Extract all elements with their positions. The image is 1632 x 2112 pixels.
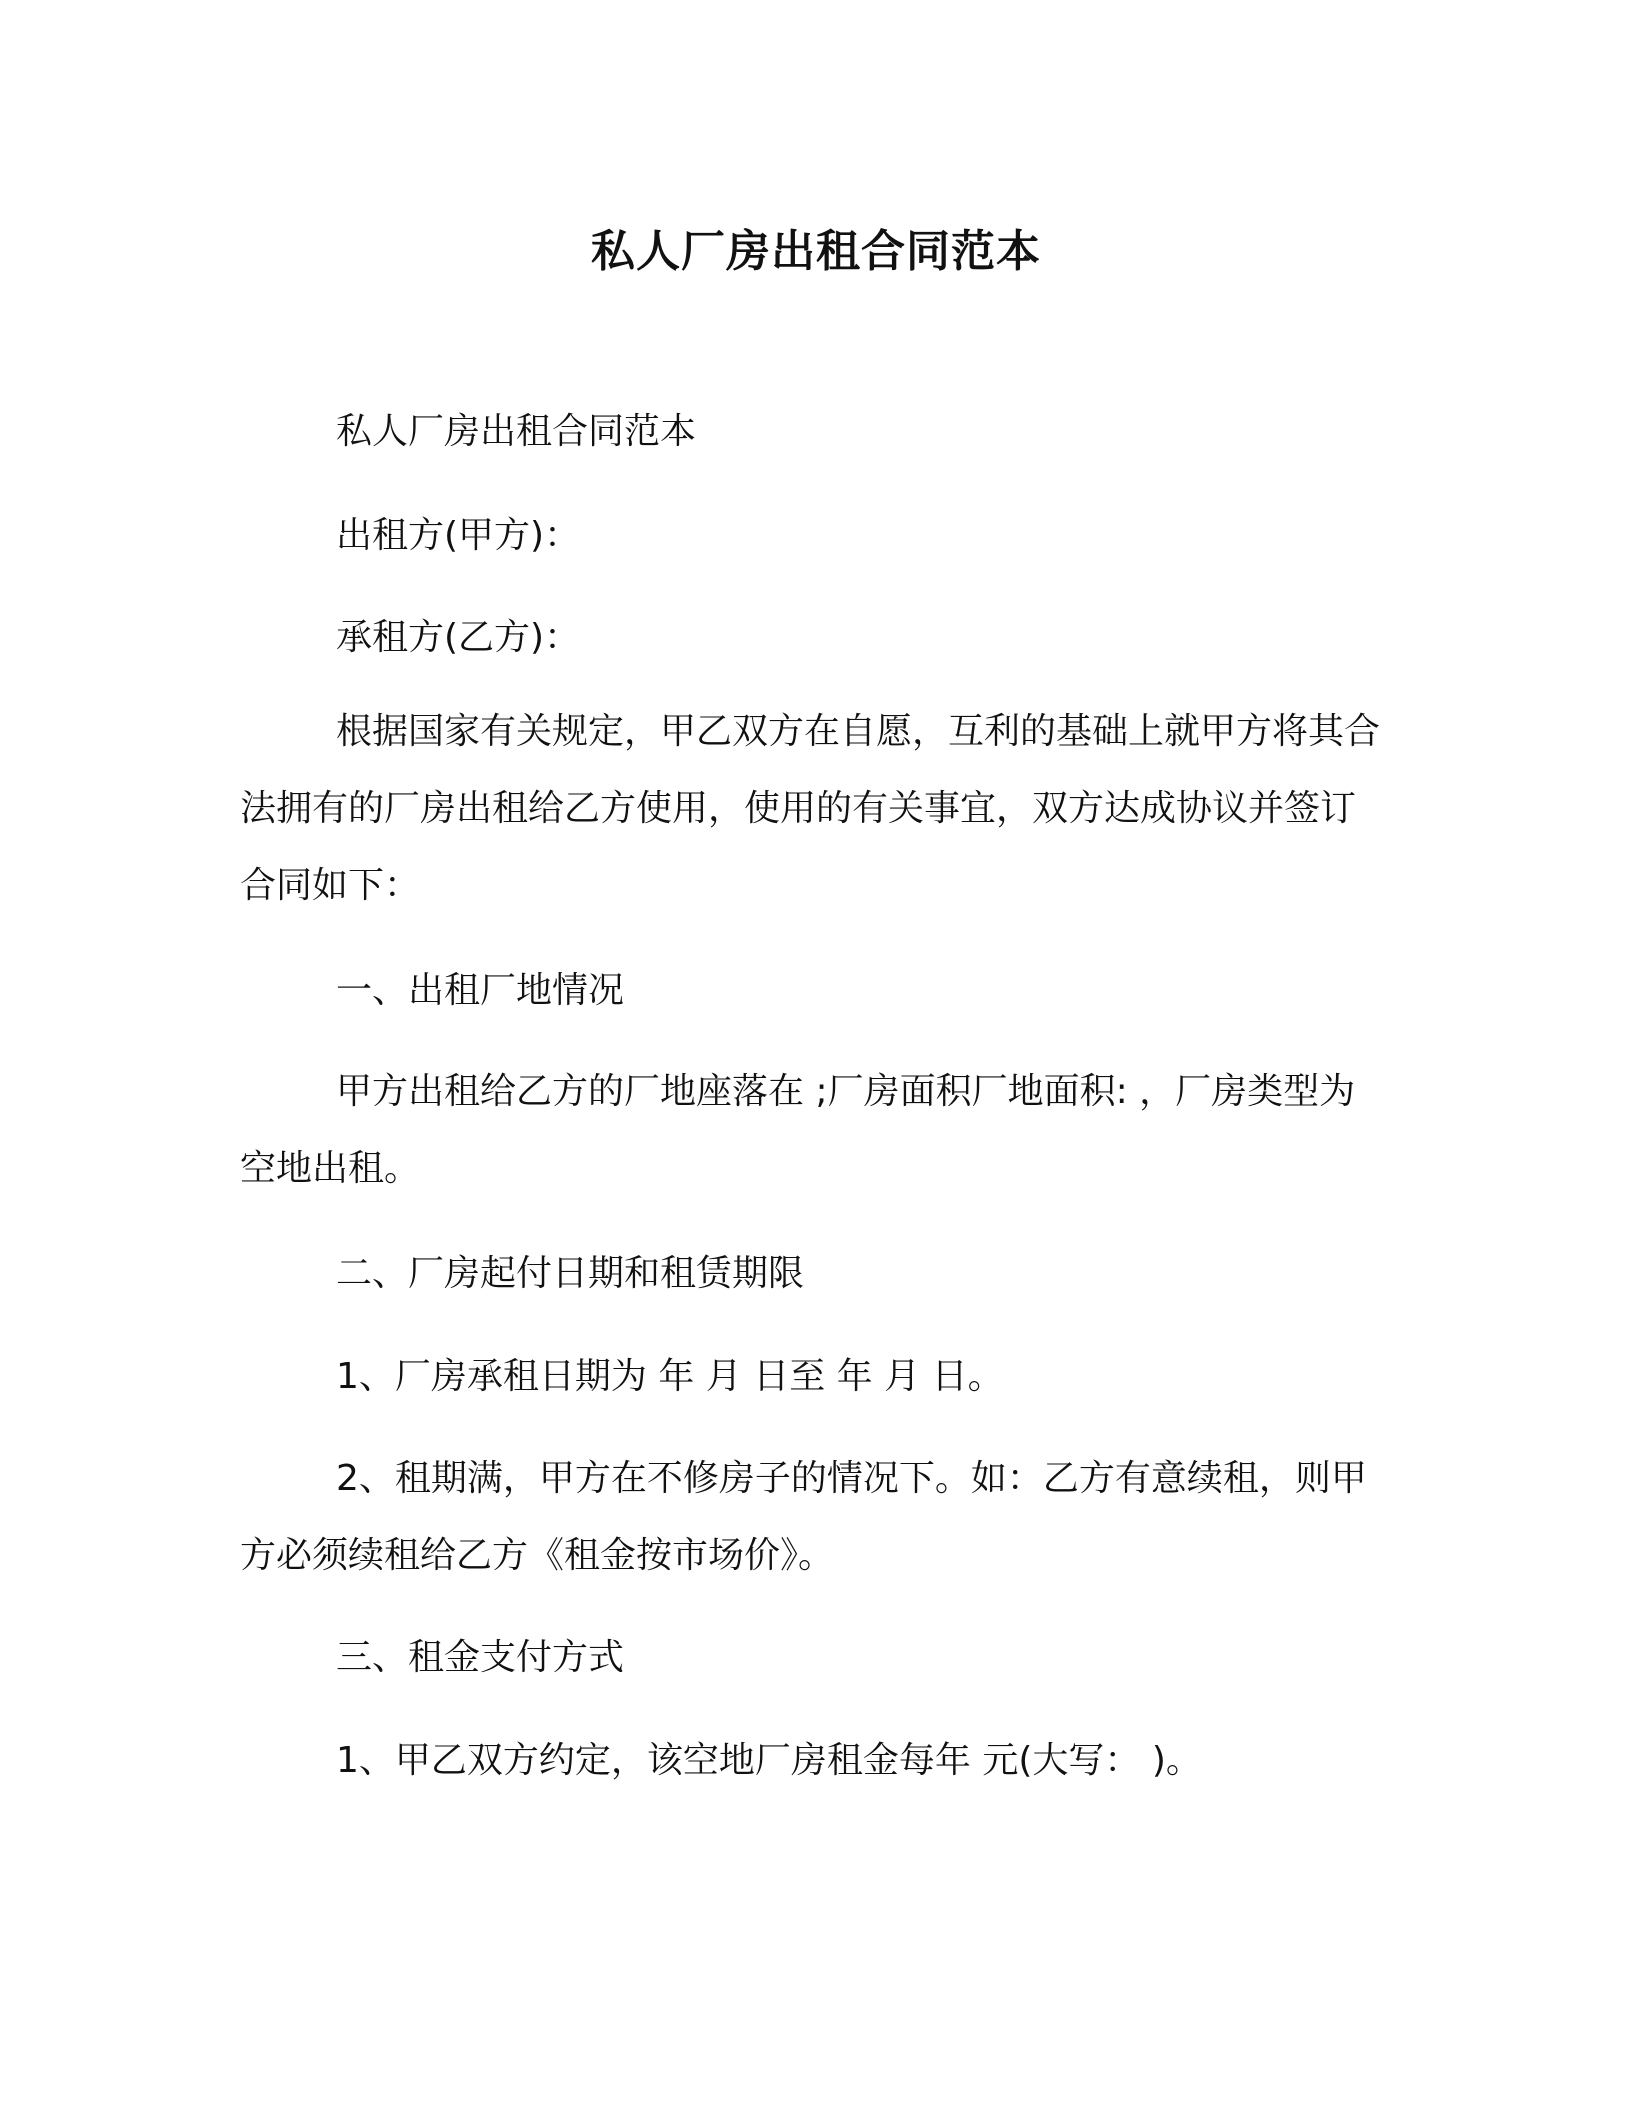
document-title: 私人厂房出租合同范本	[591, 226, 1041, 277]
section-heading-1: 一、出租厂地情况	[336, 970, 625, 1011]
paragraph-subtitle: 私人厂房出租合同范本	[336, 411, 697, 452]
section-heading-3: 三、租金支付方式	[336, 1637, 625, 1678]
paragraph-renewal: 2、租期满，甲方在不修房子的情况下。如：乙方有意续租，则甲方必须续租给乙方《租金按市场价》。	[240, 1458, 1367, 1576]
paragraph-lease-dates: 1、厂房承租日期为 年 月 日至 年 月 日。	[336, 1356, 1004, 1397]
paragraph-rent-amount: 1、甲乙双方约定，该空地厂房租金每年 元(大写： )。	[336, 1740, 1202, 1781]
section-heading-2: 二、厂房起付日期和租赁期限	[336, 1253, 805, 1294]
paragraph-site-info: 甲方出租给乙方的厂地座落在 ;厂房面积厂地面积: ，厂房类型为空地出租。	[240, 1071, 1356, 1189]
paragraph-preamble: 根据国家有关规定，甲乙双方在自愿，互利的基础上就甲方将其合法拥有的厂房出租给乙方使用，使用的有关事宜，双方达成协议并签订合同如下：	[240, 711, 1381, 906]
paragraph-lessee: 承租方(乙方)：	[336, 617, 581, 658]
paragraph-lessor: 出租方(甲方)：	[336, 515, 581, 556]
